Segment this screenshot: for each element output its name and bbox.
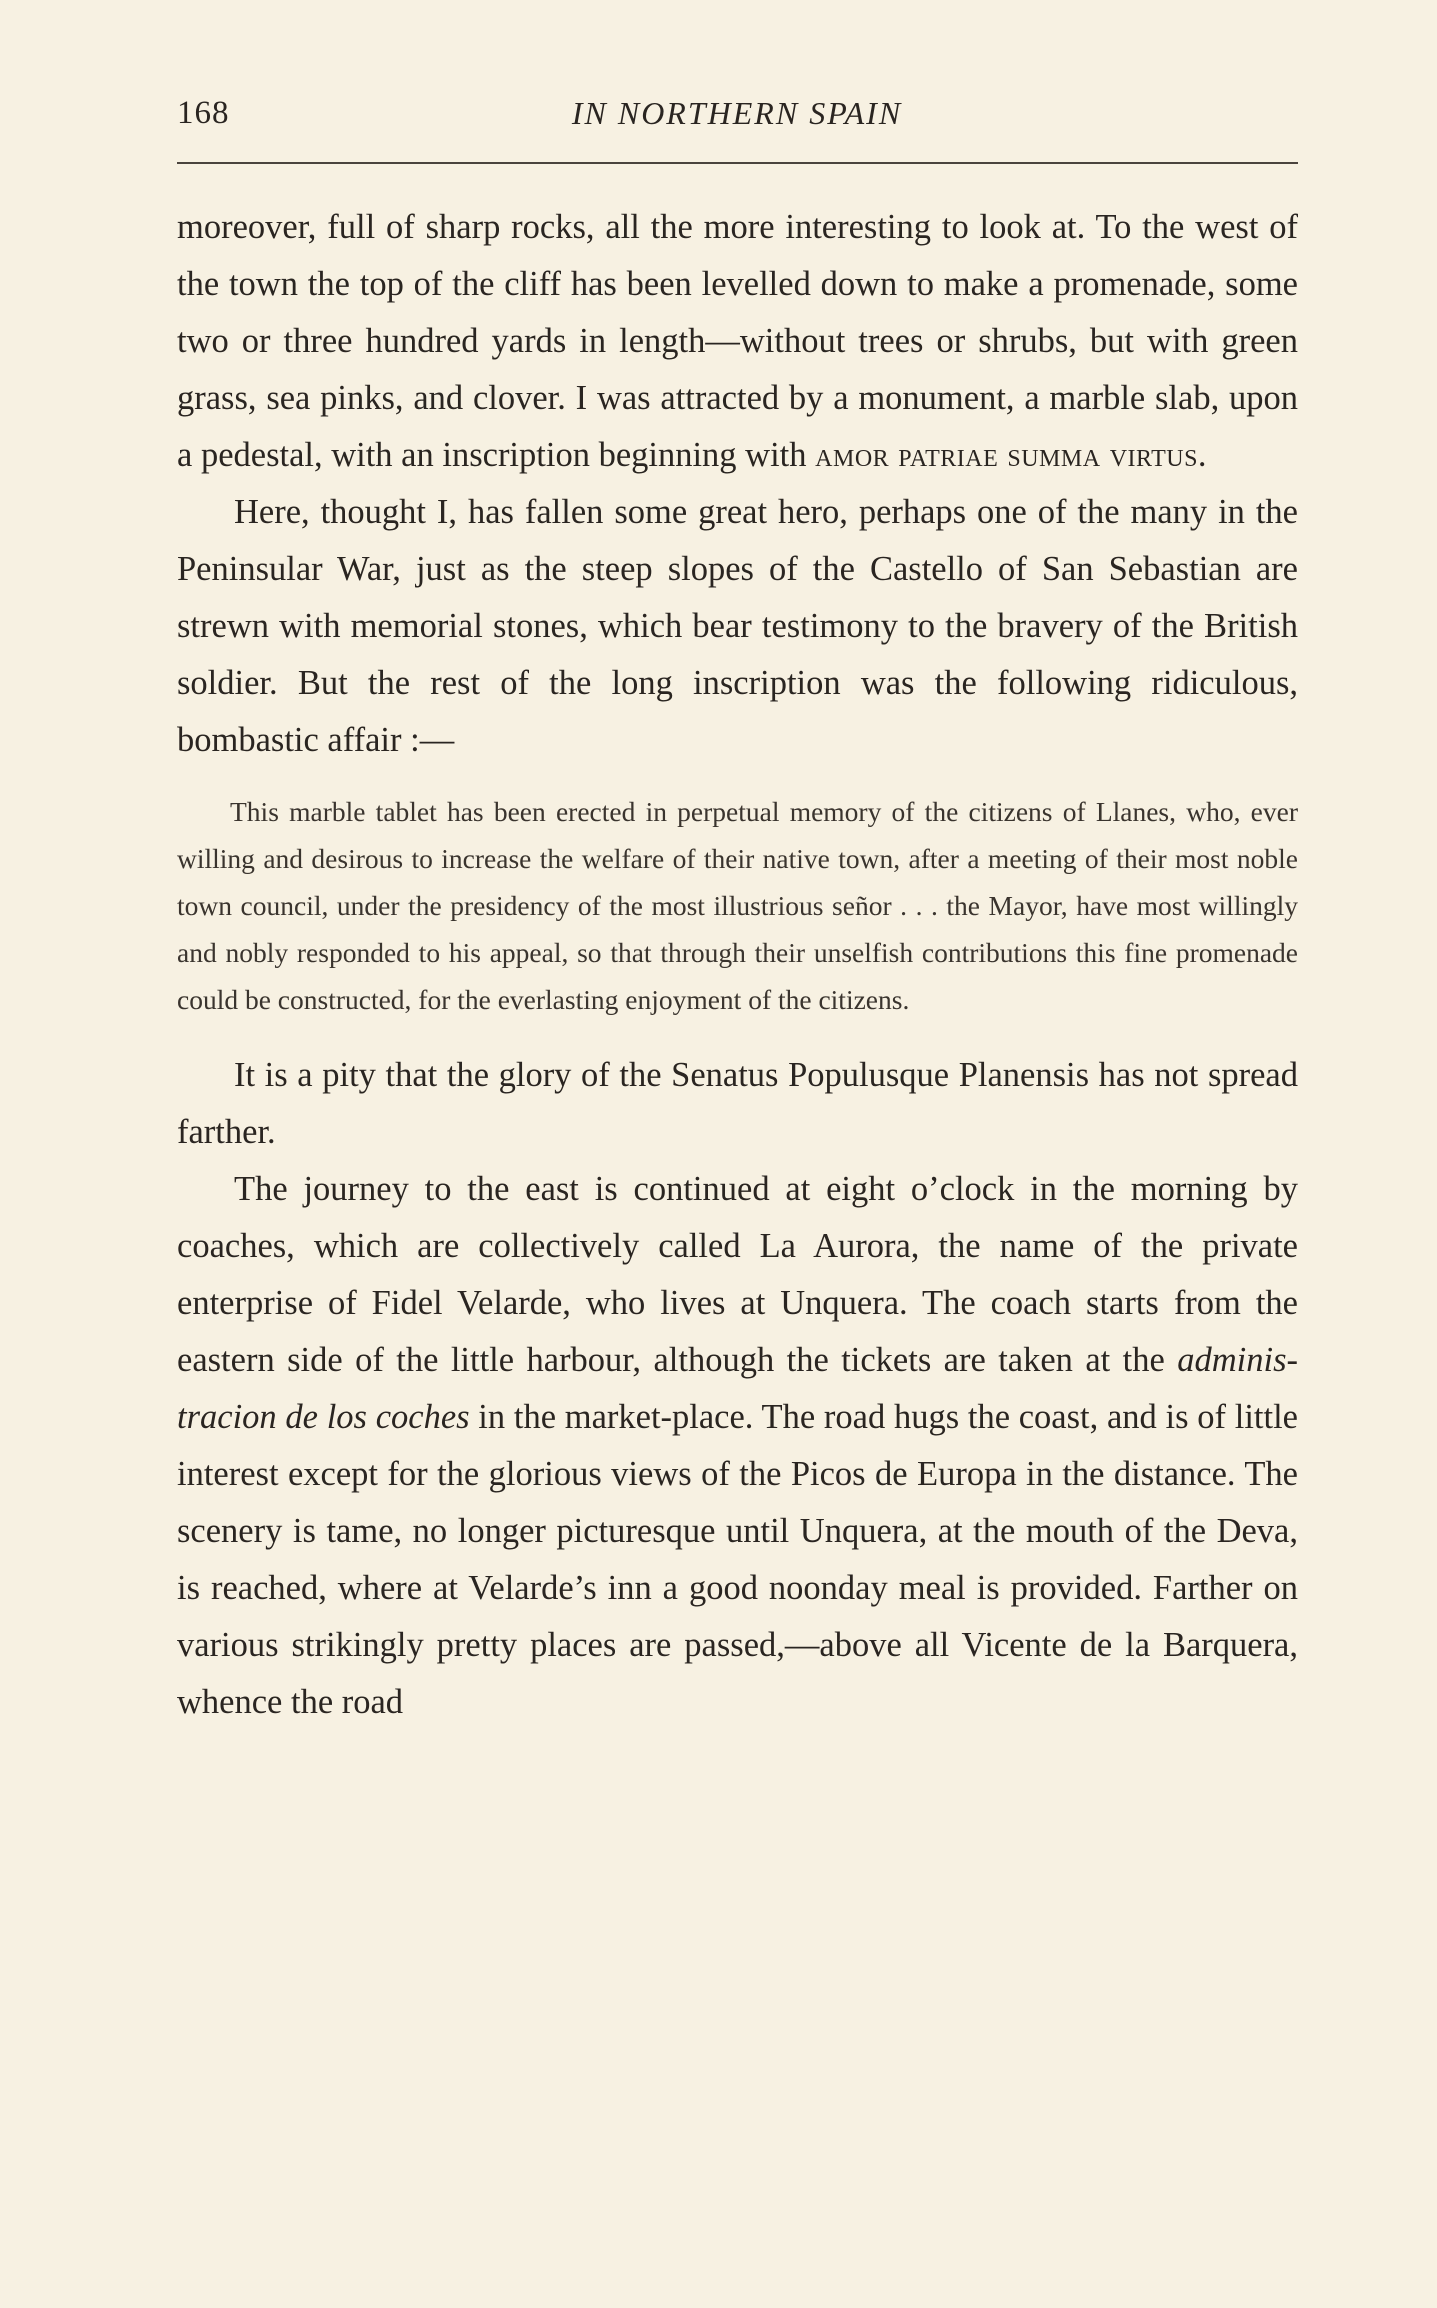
paragraph-text: in the market-place. The road hugs the coast, and is of little interest except for the glorious views of the Picos de Europa in the distance. The scenery is tame, no longer picturesque until Unquera, at the mouth of the Deva, is reached, where at Velarde’s inn a good noonday meal is provided. Farther on various strikingly pretty places are passed,—above all Vicente de la Barquera, whence the road — [177, 1398, 1298, 1721]
body-text — [177, 199, 1298, 1731]
paragraph-text: The journey to the east is continued at eight o’clock in the morning by coaches, which are collectively called La Aurora, the name of the private enterprise of Fidel Velarde, who lives at Unquera. The coach starts from the eastern side of the little harbour, although the tickets are taken at the — [177, 1170, 1298, 1379]
page-number: 168 — [177, 95, 230, 131]
paragraph-senatus: It is a pity that the glory of the Senatus Populusque Planensis has not spread farther. — [177, 1056, 1298, 1151]
running-title: IN NORTHERN SPAIN — [571, 95, 903, 131]
inscription-opening: amor patriae summa virtus. — [815, 436, 1208, 474]
paragraph-hero: Here, thought I, has fallen some great hero, perhaps one of the many in the Peninsular War, just as the steep slopes of the Castello of San Sebastian are strewn with memorial stones, which bear testimony to the bravery of the British soldier. But the rest of the long inscription was the following ridiculous, bombastic affair :— — [177, 493, 1298, 759]
italic-phrase: adminis-tracion de los coches — [177, 1341, 1298, 1436]
running-head — [177, 95, 1297, 139]
paragraph-text: moreover, full of sharp rocks, all the more interesting to look at. To the west of the town the top of the cliff has been levelled down to make a promenade, some two or three hundred yards in length—without trees or shrubs, but with green grass, sea pinks, and clover. I was attracted by a monument, a marble slab, upon a pedestal, with an inscription beginning with — [177, 208, 1298, 474]
header-rule — [177, 162, 1298, 164]
paragraph-journey — [177, 1161, 1298, 1731]
inscription-quote: This marble tablet has been erected in perpetual memory of the citizens of Llanes, who, ever willing and desirous to increase the welfare of their native town, after a meeting of their most noble town council, under the presidency of the most illustrious señor . . . the Mayor, have most willingly and nobly responded to his appeal, so that through their unselfish contributions this fine promenade could be constructed, for the everlasting enjoyment of the citizens. — [177, 796, 1298, 1015]
paragraph-promenade — [177, 199, 1298, 484]
